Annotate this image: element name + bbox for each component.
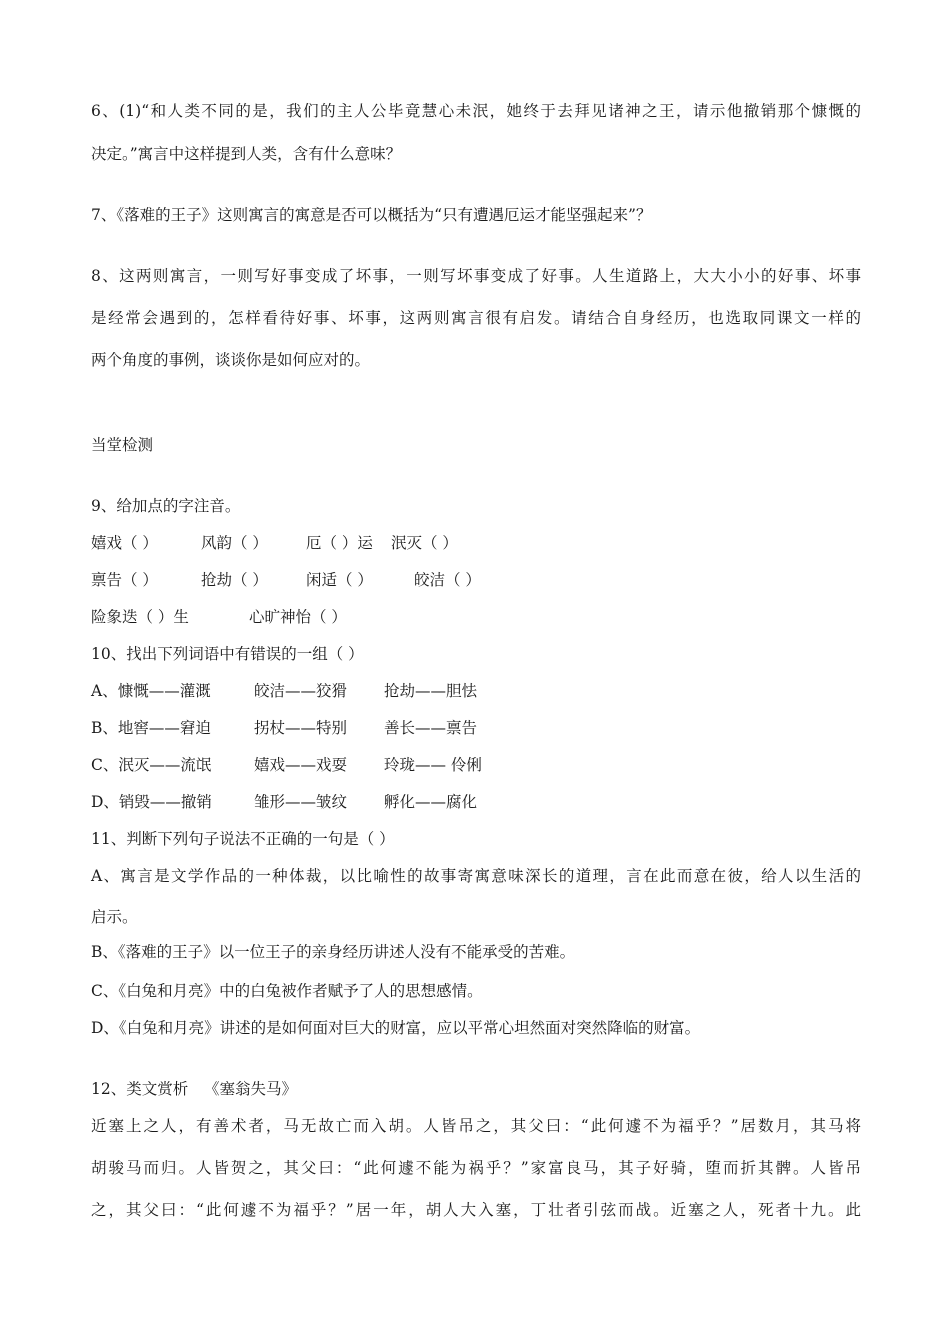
q8-line3: 两个角度的事例，谈谈你是如何应对的。 <box>91 351 371 369</box>
q9-row2 <box>91 569 861 591</box>
q10-option-part: 抢劫——胆怯 <box>384 682 478 700</box>
q9-item: 嬉戏（ ） <box>91 534 158 552</box>
q9-item: 闲适（ ） <box>306 571 373 589</box>
q9-item: 皎洁（ ） <box>414 571 481 589</box>
q12-title: 《塞翁失马》 <box>204 1080 298 1098</box>
q10-option-part: D、销毁——撤销 <box>91 793 212 811</box>
q11-option-c: C、《白兔和月亮》中的白兔被作者赋予了人的思想感情。 <box>91 982 483 1000</box>
q10-option-part: A、慷慨——灌溉 <box>91 682 211 700</box>
q9-item: 禀告（ ） <box>91 571 158 589</box>
section-title: 当堂检测 <box>91 436 154 454</box>
q10-option-b <box>91 717 861 739</box>
q11-option-b: B、《落难的王子》以一位王子的亲身经历讲述人没有不能承受的苦难。 <box>91 943 576 961</box>
q10-option-part: 孵化——腐化 <box>384 793 478 811</box>
q12-heading-line <box>91 1078 861 1100</box>
q12-passage-line3: 之，其父曰：“此何遽不为福乎？”居一年，胡人大入塞，丁壮者引弦而战。近塞之人，死者十九。此 <box>91 1201 861 1219</box>
q10-option-part: 拐杖——特别 <box>254 719 348 737</box>
q11-option-d: D、《白兔和月亮》讲述的是如何面对巨大的财富，应以平常心坦然面对突然降临的财富。 <box>91 1019 701 1037</box>
q10-stem: 10、找出下列词语中有错误的一组（ ） <box>91 645 364 663</box>
q9-item: 心旷神怡（ ） <box>249 608 347 626</box>
q9-stem: 9、给加点的字注音。 <box>91 497 241 515</box>
q6-line2: 决定。”寓言中这样提到人类，含有什么意味？ <box>91 145 402 163</box>
q9-row3 <box>91 606 861 628</box>
q7-text: 7、《落难的王子》这则寓言的寓意是否可以概括为“只有遭遇厄运才能坚强起来”？ <box>91 206 652 224</box>
q10-option-part: 嬉戏——戏耍 <box>254 756 348 774</box>
q10-option-part: 皎洁——狡猾 <box>254 682 348 700</box>
q11-option-a-line1: A、寓言是文学作品的一种体裁，以比喻性的故事寄寓意味深长的道理，言在此而意在彼，给人以生活的 <box>91 867 861 885</box>
q11-option-a-line2: 启示。 <box>91 908 138 926</box>
q9-item: 险象迭（ ）生 <box>91 608 189 626</box>
q10-option-a <box>91 680 861 702</box>
q10-option-c <box>91 754 861 776</box>
q10-option-part: C、泯灭——流氓 <box>91 756 212 774</box>
q9-row1 <box>91 532 861 554</box>
q10-option-part: B、地窖——窘迫 <box>91 719 211 737</box>
q8-line2: 是经常会遇到的，怎样看待好事、坏事，这两则寓言很有启发。请结合自身经历，也选取同课文一样的 <box>91 309 861 327</box>
q6-line1: 6、(1)“和人类不同的是，我们的主人公毕竟慧心未泯，她终于去拜见诸神之王，请示他撤销那个慷慨的 <box>91 102 861 120</box>
q10-option-part: 善长——禀告 <box>384 719 478 737</box>
q9-item: 厄（ ）运 <box>306 534 373 552</box>
q8-line1: 8、这两则寓言，一则写好事变成了坏事，一则写坏事变成了好事。人生道路上，大大小小的好事、坏事 <box>91 267 861 285</box>
q11-stem: 11、判断下列句子说法不正确的一句是（ ） <box>91 830 395 848</box>
q10-option-part: 雏形——皱纹 <box>254 793 348 811</box>
q9-item: 风韵（ ） <box>201 534 268 552</box>
q10-option-part: 玲珑—— 伶俐 <box>384 756 482 774</box>
q10-option-d <box>91 791 861 813</box>
q9-item: 抢劫（ ） <box>201 571 268 589</box>
q9-item: 泯灭（ ） <box>391 534 458 552</box>
q12-passage-line2: 胡骏马而归。人皆贺之，其父曰：“此何遽不能为祸乎？”家富良马，其子好骑，堕而折其髀。人皆吊 <box>91 1159 861 1177</box>
q12-heading: 12、类文赏析 <box>91 1080 189 1098</box>
q12-passage-line1: 近塞上之人，有善术者，马无故亡而入胡。人皆吊之，其父曰：“此何遽不为福乎？”居数月，其马将 <box>91 1117 861 1135</box>
